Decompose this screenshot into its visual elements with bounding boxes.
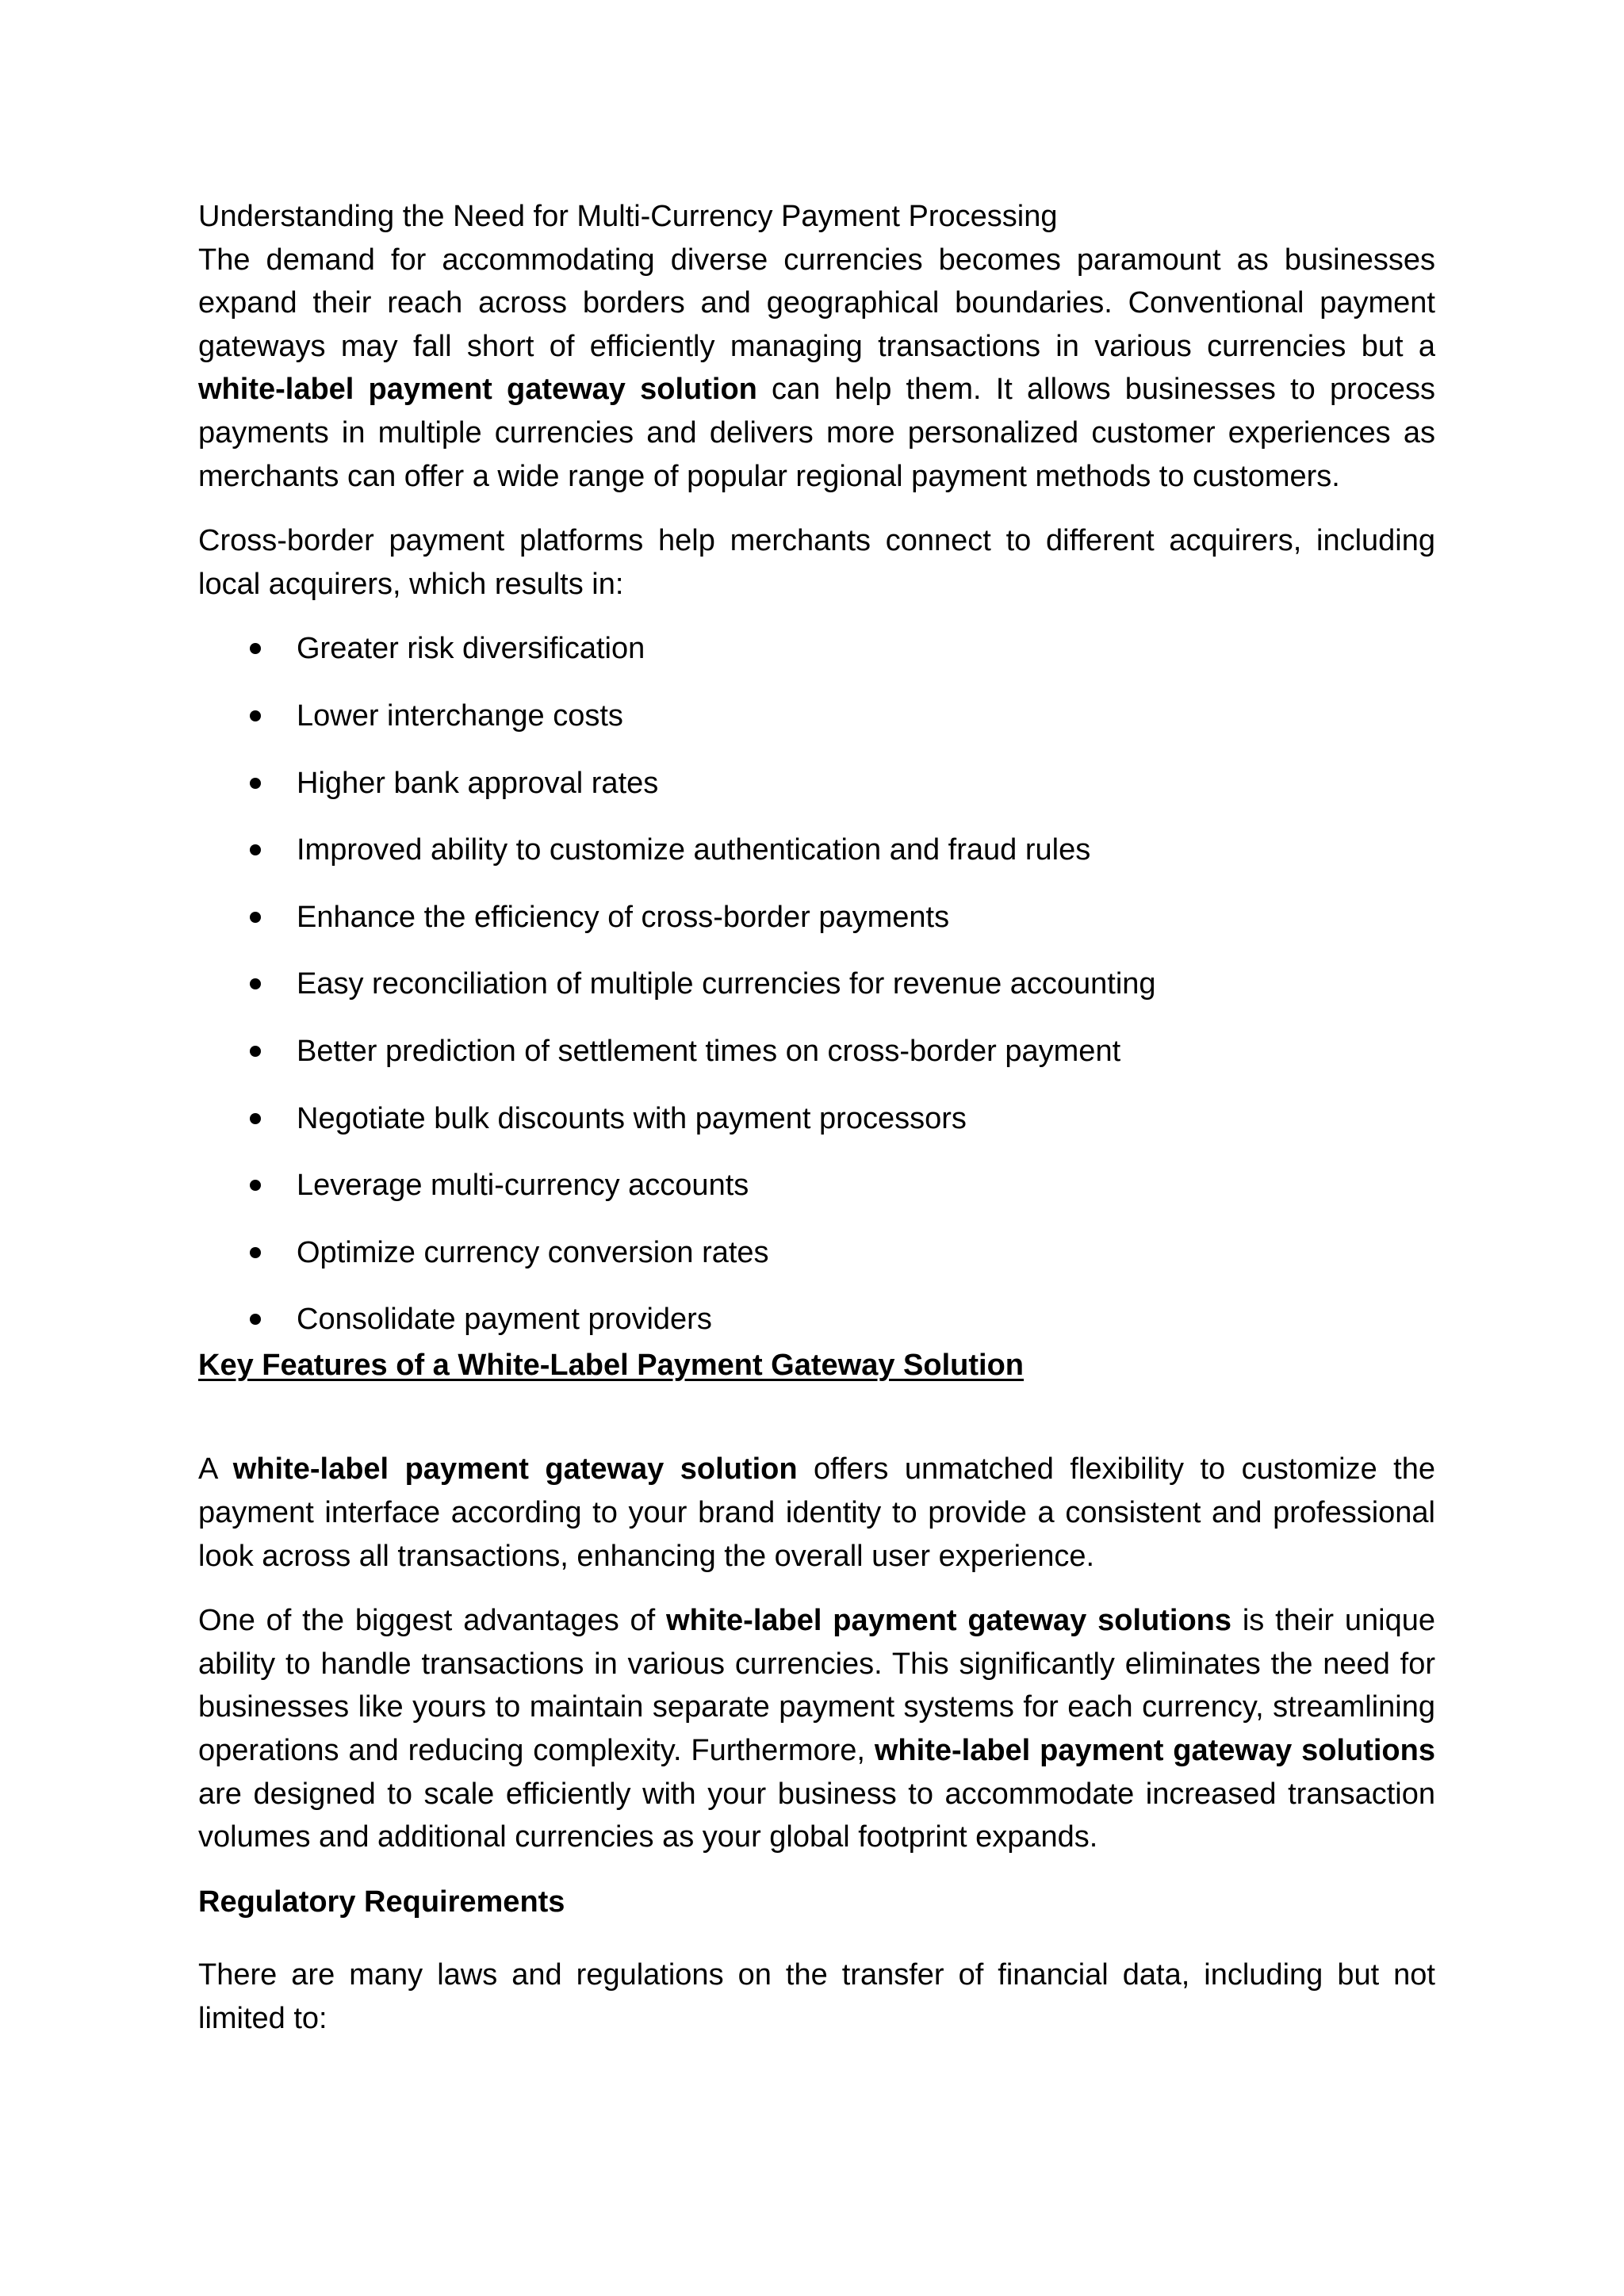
- bullet-icon: [250, 912, 261, 923]
- list-item-text: Higher bank approval rates: [297, 766, 659, 800]
- adv-text-3: are designed to scale efficiently with your business to accommodate increased transaction volumes and additional currencies as your global footprint expands.: [198, 1777, 1435, 1854]
- benefits-list: [198, 627, 1435, 1365]
- list-item-text: Negotiate bulk discounts with payment processors: [297, 1101, 967, 1135]
- bullet-icon: [250, 1314, 261, 1325]
- list-item-text: Greater risk diversification: [297, 632, 645, 666]
- list-item-text: Consolidate payment providers: [297, 1303, 712, 1337]
- intro-text-2: can help them. It allows businesses to process payments in multiple currencies and delivers more personalized customer experiences as merchants can offer a wide range of popular regional payment methods to customers.: [198, 373, 1435, 493]
- list-item: [198, 1231, 1435, 1299]
- list-item: [198, 1097, 1435, 1165]
- list-item-text: Better prediction of settlement times on cross-border payment: [297, 1034, 1121, 1068]
- bullet-icon: [250, 1247, 261, 1258]
- key-features-heading: Key Features of a White-Label Payment Gateway Solution: [198, 1348, 1025, 1382]
- list-item: [198, 828, 1435, 896]
- list-item: [198, 1030, 1435, 1097]
- list-item-text: Improved ability to customize authentication and fraud rules: [297, 833, 1091, 867]
- white-label-paragraph: [198, 1448, 1435, 1578]
- list-item-text: Lower interchange costs: [297, 698, 623, 733]
- bullet-icon: [250, 643, 261, 654]
- bullet-icon: [250, 1046, 261, 1057]
- section-heading: Understanding the Need for Multi-Currency Payment Processing: [198, 200, 1058, 233]
- list-item: [198, 627, 1435, 695]
- adv-bold-1: white-label payment gateway solutions: [666, 1604, 1232, 1638]
- wl-bold-1: white-label payment gateway solution: [232, 1452, 798, 1487]
- list-item: [198, 962, 1435, 1030]
- list-item: [198, 1298, 1435, 1365]
- intro-bold-1: white-label payment gateway solution: [198, 373, 757, 407]
- bullet-icon: [250, 1180, 261, 1191]
- regulatory-heading: Regulatory Requirements: [198, 1885, 565, 1919]
- advantages-paragraph: [198, 1599, 1435, 1859]
- adv-text-1: One of the biggest advantages of: [198, 1604, 667, 1638]
- list-item-text: Optimize currency conversion rates: [297, 1235, 769, 1269]
- document-page: [198, 195, 1435, 2041]
- adv-bold-2: white-label payment gateway solutions: [874, 1734, 1435, 1768]
- regulatory-paragraph: There are many laws and regulations on the transfer of financial data, including but not limited to:: [198, 1958, 1435, 2035]
- bullet-icon: [250, 1113, 261, 1124]
- list-item: [198, 695, 1435, 762]
- bullet-icon: [250, 710, 261, 721]
- intro-paragraph: [198, 239, 1435, 499]
- list-item: [198, 1164, 1435, 1231]
- adv-text-2: is their unique ability to handle transactions in various currencies. This significantly eliminates the need for businesses like yours to maintain separate payment systems for each currency, streamlining operations and reducing complexity. Furthermore,: [198, 1604, 1435, 1768]
- bullet-icon: [250, 978, 261, 989]
- intro-text-1: The demand for accommodating diverse currencies becomes paramount as businesses expand their reach across borders and geographical boundaries. Conventional payment gateways may fall short of efficiently managing transactions in various currencies but a: [198, 243, 1435, 363]
- wl-text-2: offers unmatched flexibility to customize the payment interface according to your brand identity to provide a consistent and professional look across all transactions, enhancing the overall user experience.: [198, 1452, 1436, 1573]
- cross-border-paragraph: Cross-border payment platforms help merchants connect to different acquirers, including local acquirers, which results in:: [198, 524, 1435, 601]
- list-item: [198, 762, 1435, 829]
- list-item: [198, 896, 1435, 963]
- bullet-icon: [250, 778, 261, 789]
- list-item-text: Leverage multi-currency accounts: [297, 1169, 749, 1203]
- list-item-text: Easy reconciliation of multiple currencies for revenue accounting: [297, 967, 1156, 1001]
- wl-text-1: A: [198, 1452, 233, 1487]
- bullet-icon: [250, 844, 261, 855]
- list-item-text: Enhance the efficiency of cross-border payments: [297, 900, 950, 934]
